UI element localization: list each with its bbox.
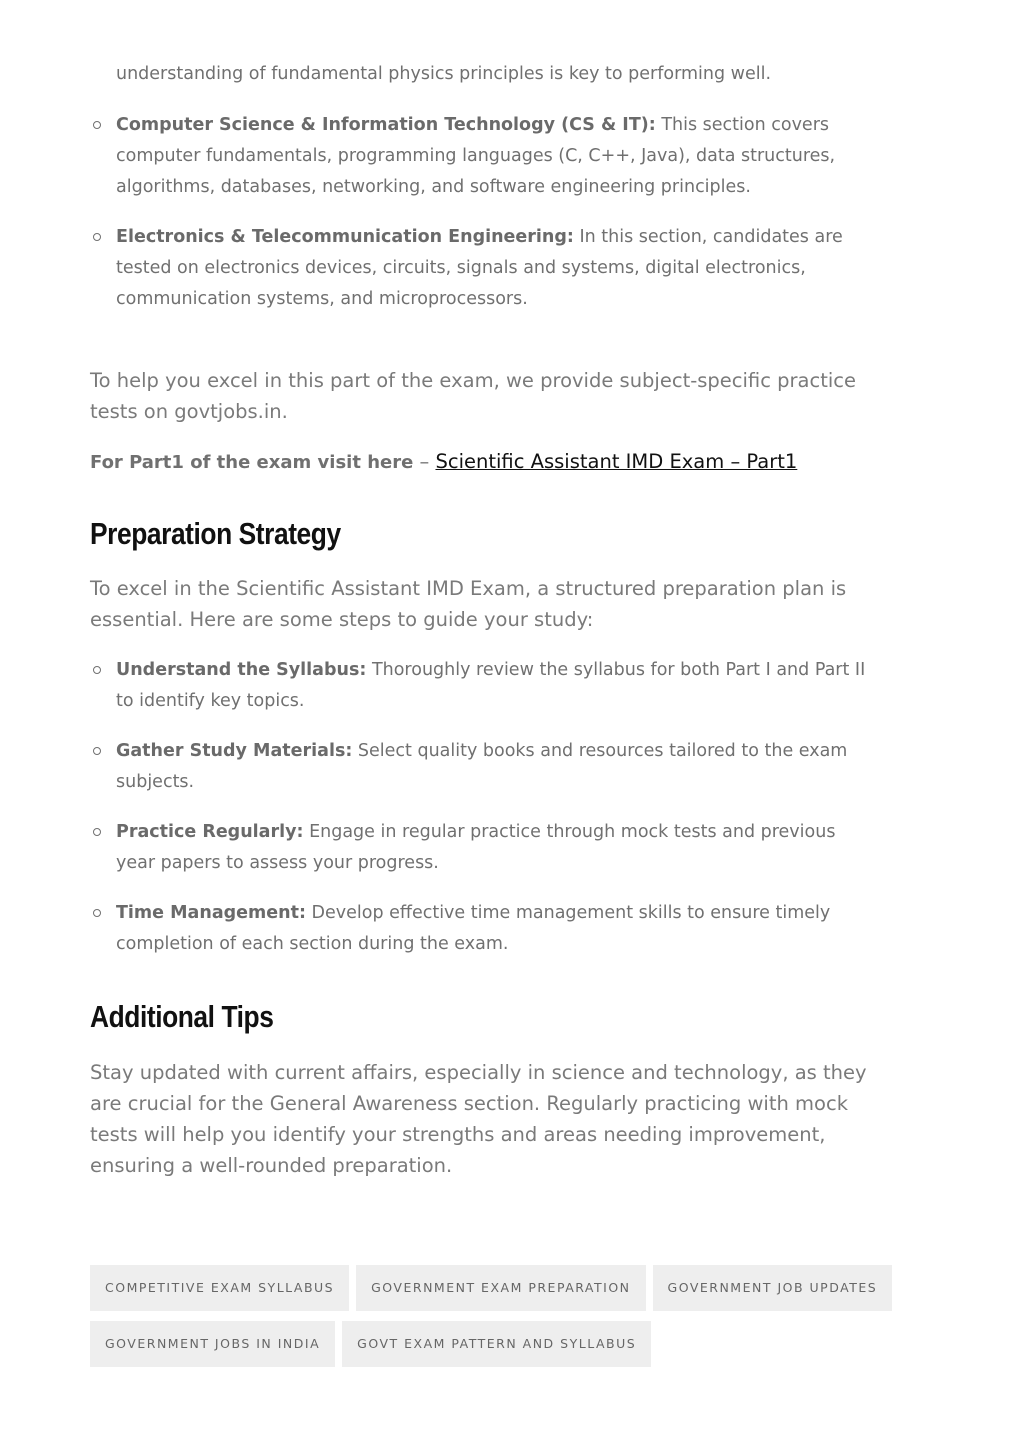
tag-link[interactable]: GOVERNMENT JOB UPDATES bbox=[653, 1265, 893, 1311]
tag-link[interactable]: GOVERNMENT JOBS IN INDIA bbox=[90, 1321, 335, 1367]
part1-link-line bbox=[90, 446, 870, 478]
practice-paragraph: To help you excel in this part of the exam, we provide subject-specific practice tests on govtjobs.in. bbox=[90, 369, 856, 423]
step-title: Time Management: bbox=[116, 903, 306, 923]
part1-prefix: For Part1 of the exam visit here bbox=[90, 452, 414, 473]
step-text: Develop effective time management skills to ensure timely completion of each section during the exam. bbox=[116, 903, 831, 954]
intro-tail-text: understanding of fundamental physics principles is key to performing well. bbox=[116, 64, 772, 84]
strategy-steps-list bbox=[90, 655, 870, 960]
bullet-circle-icon bbox=[93, 233, 101, 241]
list-item bbox=[90, 110, 870, 203]
step-text: Engage in regular practice through mock tests and previous year papers to assess your progress. bbox=[116, 822, 836, 873]
bullet-circle-icon bbox=[93, 121, 101, 129]
preparation-strategy-heading: Preparation Strategy bbox=[90, 516, 341, 551]
tag-row bbox=[90, 1265, 878, 1311]
step-title: Gather Study Materials: bbox=[116, 741, 353, 761]
subject-title: Computer Science & Information Technology (CS & IT): bbox=[116, 115, 656, 135]
list-item bbox=[90, 817, 870, 879]
list-item bbox=[90, 222, 870, 315]
additional-tips-heading: Additional Tips bbox=[90, 999, 274, 1034]
strategy-intro: To excel in the Scientific Assistant IMD Exam, a structured preparation plan is essential. Here are some steps to guide your study: bbox=[90, 577, 847, 631]
step-text: Select quality books and resources tailored to the exam subjects. bbox=[116, 741, 848, 792]
step-title: Practice Regularly: bbox=[116, 822, 304, 842]
tag-link[interactable]: GOVERNMENT EXAM PREPARATION bbox=[356, 1265, 645, 1311]
list-item bbox=[90, 655, 870, 717]
bullet-circle-icon bbox=[93, 828, 101, 836]
part1-exam-link[interactable]: Scientific Assistant IMD Exam – Part1 bbox=[435, 450, 798, 473]
part2-subjects-list bbox=[90, 110, 870, 315]
tag-link[interactable]: GOVT EXAM PATTERN AND SYLLABUS bbox=[342, 1321, 651, 1367]
list-item bbox=[90, 898, 870, 960]
tag-cloud bbox=[90, 1265, 878, 1377]
list-item bbox=[90, 736, 870, 798]
subject-title: Electronics & Telecommunication Engineering: bbox=[116, 227, 574, 247]
bullet-circle-icon bbox=[93, 747, 101, 755]
bullet-circle-icon bbox=[93, 666, 101, 674]
step-title: Understand the Syllabus: bbox=[116, 660, 367, 680]
tag-row bbox=[90, 1321, 870, 1367]
tips-paragraph: Stay updated with current affairs, especially in science and technology, as they are crucial for the General Awareness section. Regularly practicing with mock tests will help you identify your strengths and areas needing improvement, ensuring a well-rounded preparation. bbox=[90, 1061, 867, 1177]
subject-text: This section covers computer fundamentals, programming languages (C, C++, Java), data structures, algorithms, databases, networking, and software engineering principles. bbox=[116, 115, 836, 197]
bullet-circle-icon bbox=[93, 909, 101, 917]
step-text: Thoroughly review the syllabus for both Part I and Part II to identify key topics. bbox=[116, 660, 866, 711]
part1-dash: – bbox=[413, 450, 436, 473]
subject-text: In this section, candidates are tested on electronics devices, circuits, signals and systems, digital electronics, communication systems, and microprocessors. bbox=[116, 227, 843, 309]
tag-link[interactable]: COMPETITIVE EXAM SYLLABUS bbox=[90, 1265, 349, 1311]
